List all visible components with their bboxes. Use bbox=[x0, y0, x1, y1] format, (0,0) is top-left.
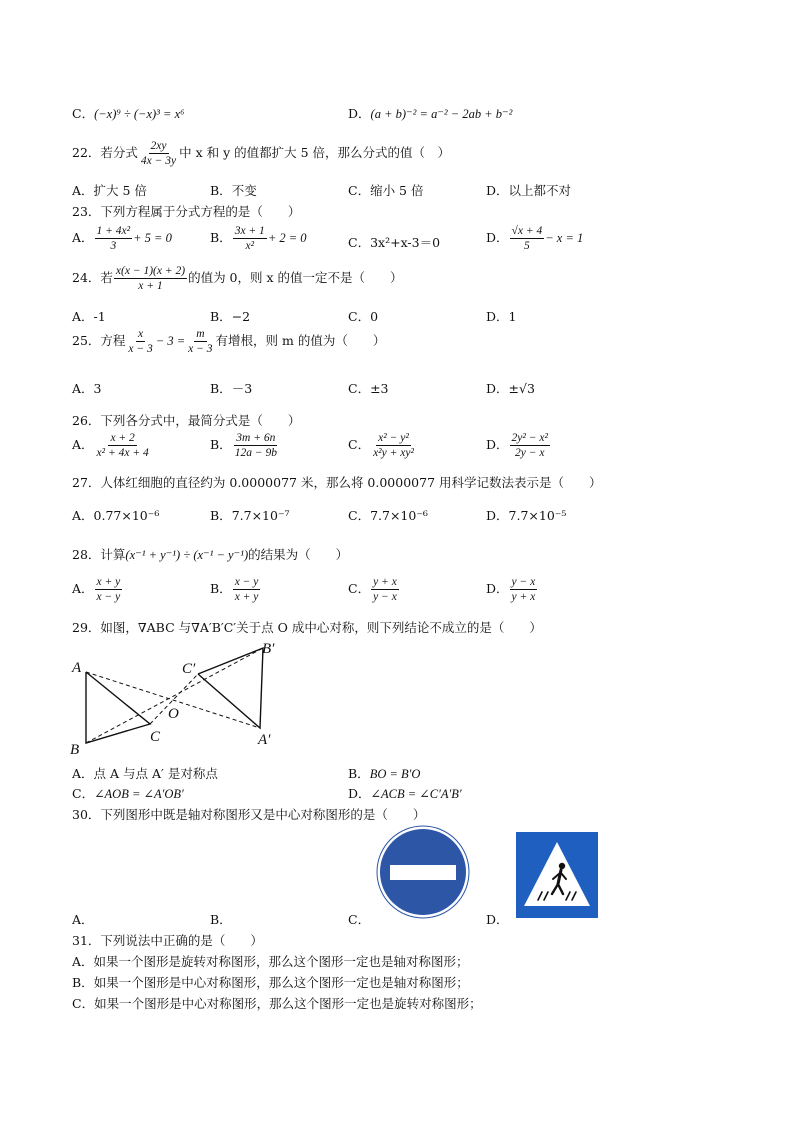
q24-fraction: $\frac{x(x - 1)(x + 2)}{x + 1}$ bbox=[115, 265, 186, 293]
q29-option-d: D．∠ACB = ∠C′A′B′ bbox=[348, 786, 462, 801]
q25-option-b: B．－3 bbox=[210, 381, 253, 396]
q31-stem: 31．下列说法中正确的是（ ） bbox=[72, 933, 263, 948]
q27-option-b: B．7.7×10⁻⁷ bbox=[210, 508, 290, 523]
q25-option-a: A．3 bbox=[72, 381, 102, 396]
triangle-a2b2c2 bbox=[198, 648, 263, 728]
q26-option-a: A． $\frac{x + 2}{\text{x² + 4x + 4}}$ bbox=[72, 432, 149, 460]
q29-option-c: C．∠AOB = ∠A′OB′ bbox=[72, 786, 184, 801]
q26-stem: 26．下列各分式中，最简分式是（ ） bbox=[72, 413, 301, 428]
q29-option-b: B．BO = B′O bbox=[348, 766, 421, 781]
label-a: A bbox=[72, 660, 82, 676]
q24-option-c: C．0 bbox=[348, 309, 379, 324]
q28-option-a: A． $\frac{x + y}{x - y}$ bbox=[72, 576, 121, 604]
q23-option-c: C．3x²+x-3＝0 bbox=[348, 235, 441, 250]
q22-stem: 22．若分式 $\frac{2xy}{4x - 3y}$ 中 x 和 y 的值都扩大 5 倍，那么分式的值（ ） bbox=[72, 140, 451, 168]
q25-stem: 25．方程 $\frac{x}{x - 3}$ − 3 = $\frac{m}{x - 3}$ 有增根，则 m 的值为（ ） bbox=[72, 328, 386, 356]
q31-option-c: C．如果一个图形是中心对称图形，那么这个图形一定也是旋转对称图形； bbox=[72, 996, 482, 1011]
no-entry-sign-icon bbox=[376, 825, 470, 919]
q24-option-a: A．-1 bbox=[72, 309, 106, 324]
q22-option-d: D．以上都不对 bbox=[486, 183, 572, 198]
label-b-prime: B′ bbox=[262, 641, 275, 657]
q27-option-c: C．7.7×10⁻⁶ bbox=[348, 508, 428, 523]
line-bb2 bbox=[86, 648, 263, 743]
triangle-abc bbox=[86, 672, 150, 743]
label-c-prime: C′ bbox=[182, 661, 196, 677]
q26-option-b: B． $\frac{3m + 6n}{12a - 9b}$ bbox=[210, 432, 277, 460]
q27-option-d: D．7.7×10⁻⁵ bbox=[486, 508, 567, 523]
q27-option-a: A．0.77×10⁻⁶ bbox=[72, 508, 160, 523]
q21-option-d: D．(a + b)⁻² = a⁻² − 2ab + b⁻² bbox=[348, 106, 513, 121]
q24-option-b: B．−2 bbox=[210, 309, 251, 324]
q21-d-expression: (a + b)⁻² = a⁻² − 2ab + b⁻² bbox=[370, 107, 513, 121]
q24-option-d: D．1 bbox=[486, 309, 517, 324]
q23-stem: 23．下列方程属于分式方程的是（ ） bbox=[72, 204, 301, 219]
q26-option-d: D． $\frac{\text{2y² − x²}}{2y - x}$ bbox=[486, 432, 548, 460]
q28-option-d: D． $\frac{y - x}{y + x}$ bbox=[486, 576, 536, 604]
label-c: C bbox=[150, 729, 161, 745]
q27-stem: 27．人体红细胞的直径约为 0.0000077 米，那么将 0.0000077 用科学记数法表示是（ ） bbox=[72, 475, 602, 490]
q31-option-a: A．如果一个图形是旋转对称图形，那么这个图形一定也是轴对称图形； bbox=[72, 954, 469, 969]
label-o: O bbox=[168, 706, 179, 722]
q22-fraction: $\frac{2xy}{4x - 3y}$ bbox=[140, 140, 177, 168]
q26-option-c: C． $\frac{\text{x² − y²}}{\text{x²y + xy²}}$ bbox=[348, 432, 414, 460]
q29-option-a: A．点 A 与点 A′ 是对称点 bbox=[72, 766, 218, 781]
q22-option-b: B．不变 bbox=[210, 183, 257, 198]
q28-option-c: C． $\frac{y + x}{y - x}$ bbox=[348, 576, 397, 604]
label-a-prime: A′ bbox=[258, 732, 271, 748]
q21-c-expression: (−x)⁹ ÷ (−x)³ = x⁶ bbox=[94, 107, 185, 121]
q23-option-a: A． $\frac{\text{1 + 4x²}}{3}$ + 5 = 0 bbox=[72, 225, 172, 253]
q22-option-a: A．扩大 5 倍 bbox=[72, 183, 147, 198]
q29-symmetry-figure bbox=[64, 636, 294, 760]
q25-option-d: D．±√3 bbox=[486, 381, 535, 396]
q28-expression: (x⁻¹ + y⁻¹) ÷ (x⁻¹ − y⁻¹) bbox=[125, 548, 249, 562]
q30-option-c: C． bbox=[348, 912, 371, 927]
q23-option-d: D． $\frac{√x + 4}{5}$ − x = 1 bbox=[486, 225, 584, 253]
q30-option-b: B． bbox=[210, 912, 232, 927]
q22-option-c: C．缩小 5 倍 bbox=[348, 183, 424, 198]
q30-option-d: D． bbox=[486, 912, 509, 927]
q29-stem: 29．如图，∇ABC 与∇A′B′C′关于点 O 成中心对称，则下列结论不成立的是（ ） bbox=[72, 620, 542, 635]
q23-option-b: B． $\frac{3x + 1}{\text{x²}}$ + 2 = 0 bbox=[210, 225, 307, 253]
q30-stem: 30．下列图形中既是轴对称图形又是中心对称图形的是（ ） bbox=[72, 807, 426, 822]
q24-stem: 24．若 $\frac{x(x - 1)(x + 2)}{x + 1}$ 的值为 0，则 x 的值一定不是（ ） bbox=[72, 265, 403, 293]
pedestrian-crossing-sign-icon bbox=[516, 832, 598, 918]
q21-option-c: C．(−x)⁹ ÷ (−x)³ = x⁶ bbox=[72, 106, 185, 121]
q30-option-a: A． bbox=[72, 912, 94, 927]
q28-option-b: B． $\frac{x - y}{x + y}$ bbox=[210, 576, 259, 604]
q25-option-c: C．±3 bbox=[348, 381, 389, 396]
q31-option-b: B．如果一个图形是中心对称图形，那么这个图形一定也是轴对称图形； bbox=[72, 975, 469, 990]
label-b: B bbox=[70, 742, 80, 758]
q28-stem: 28．计算(x⁻¹ + y⁻¹) ÷ (x⁻¹ − y⁻¹)的结果为（ ） bbox=[72, 547, 349, 562]
